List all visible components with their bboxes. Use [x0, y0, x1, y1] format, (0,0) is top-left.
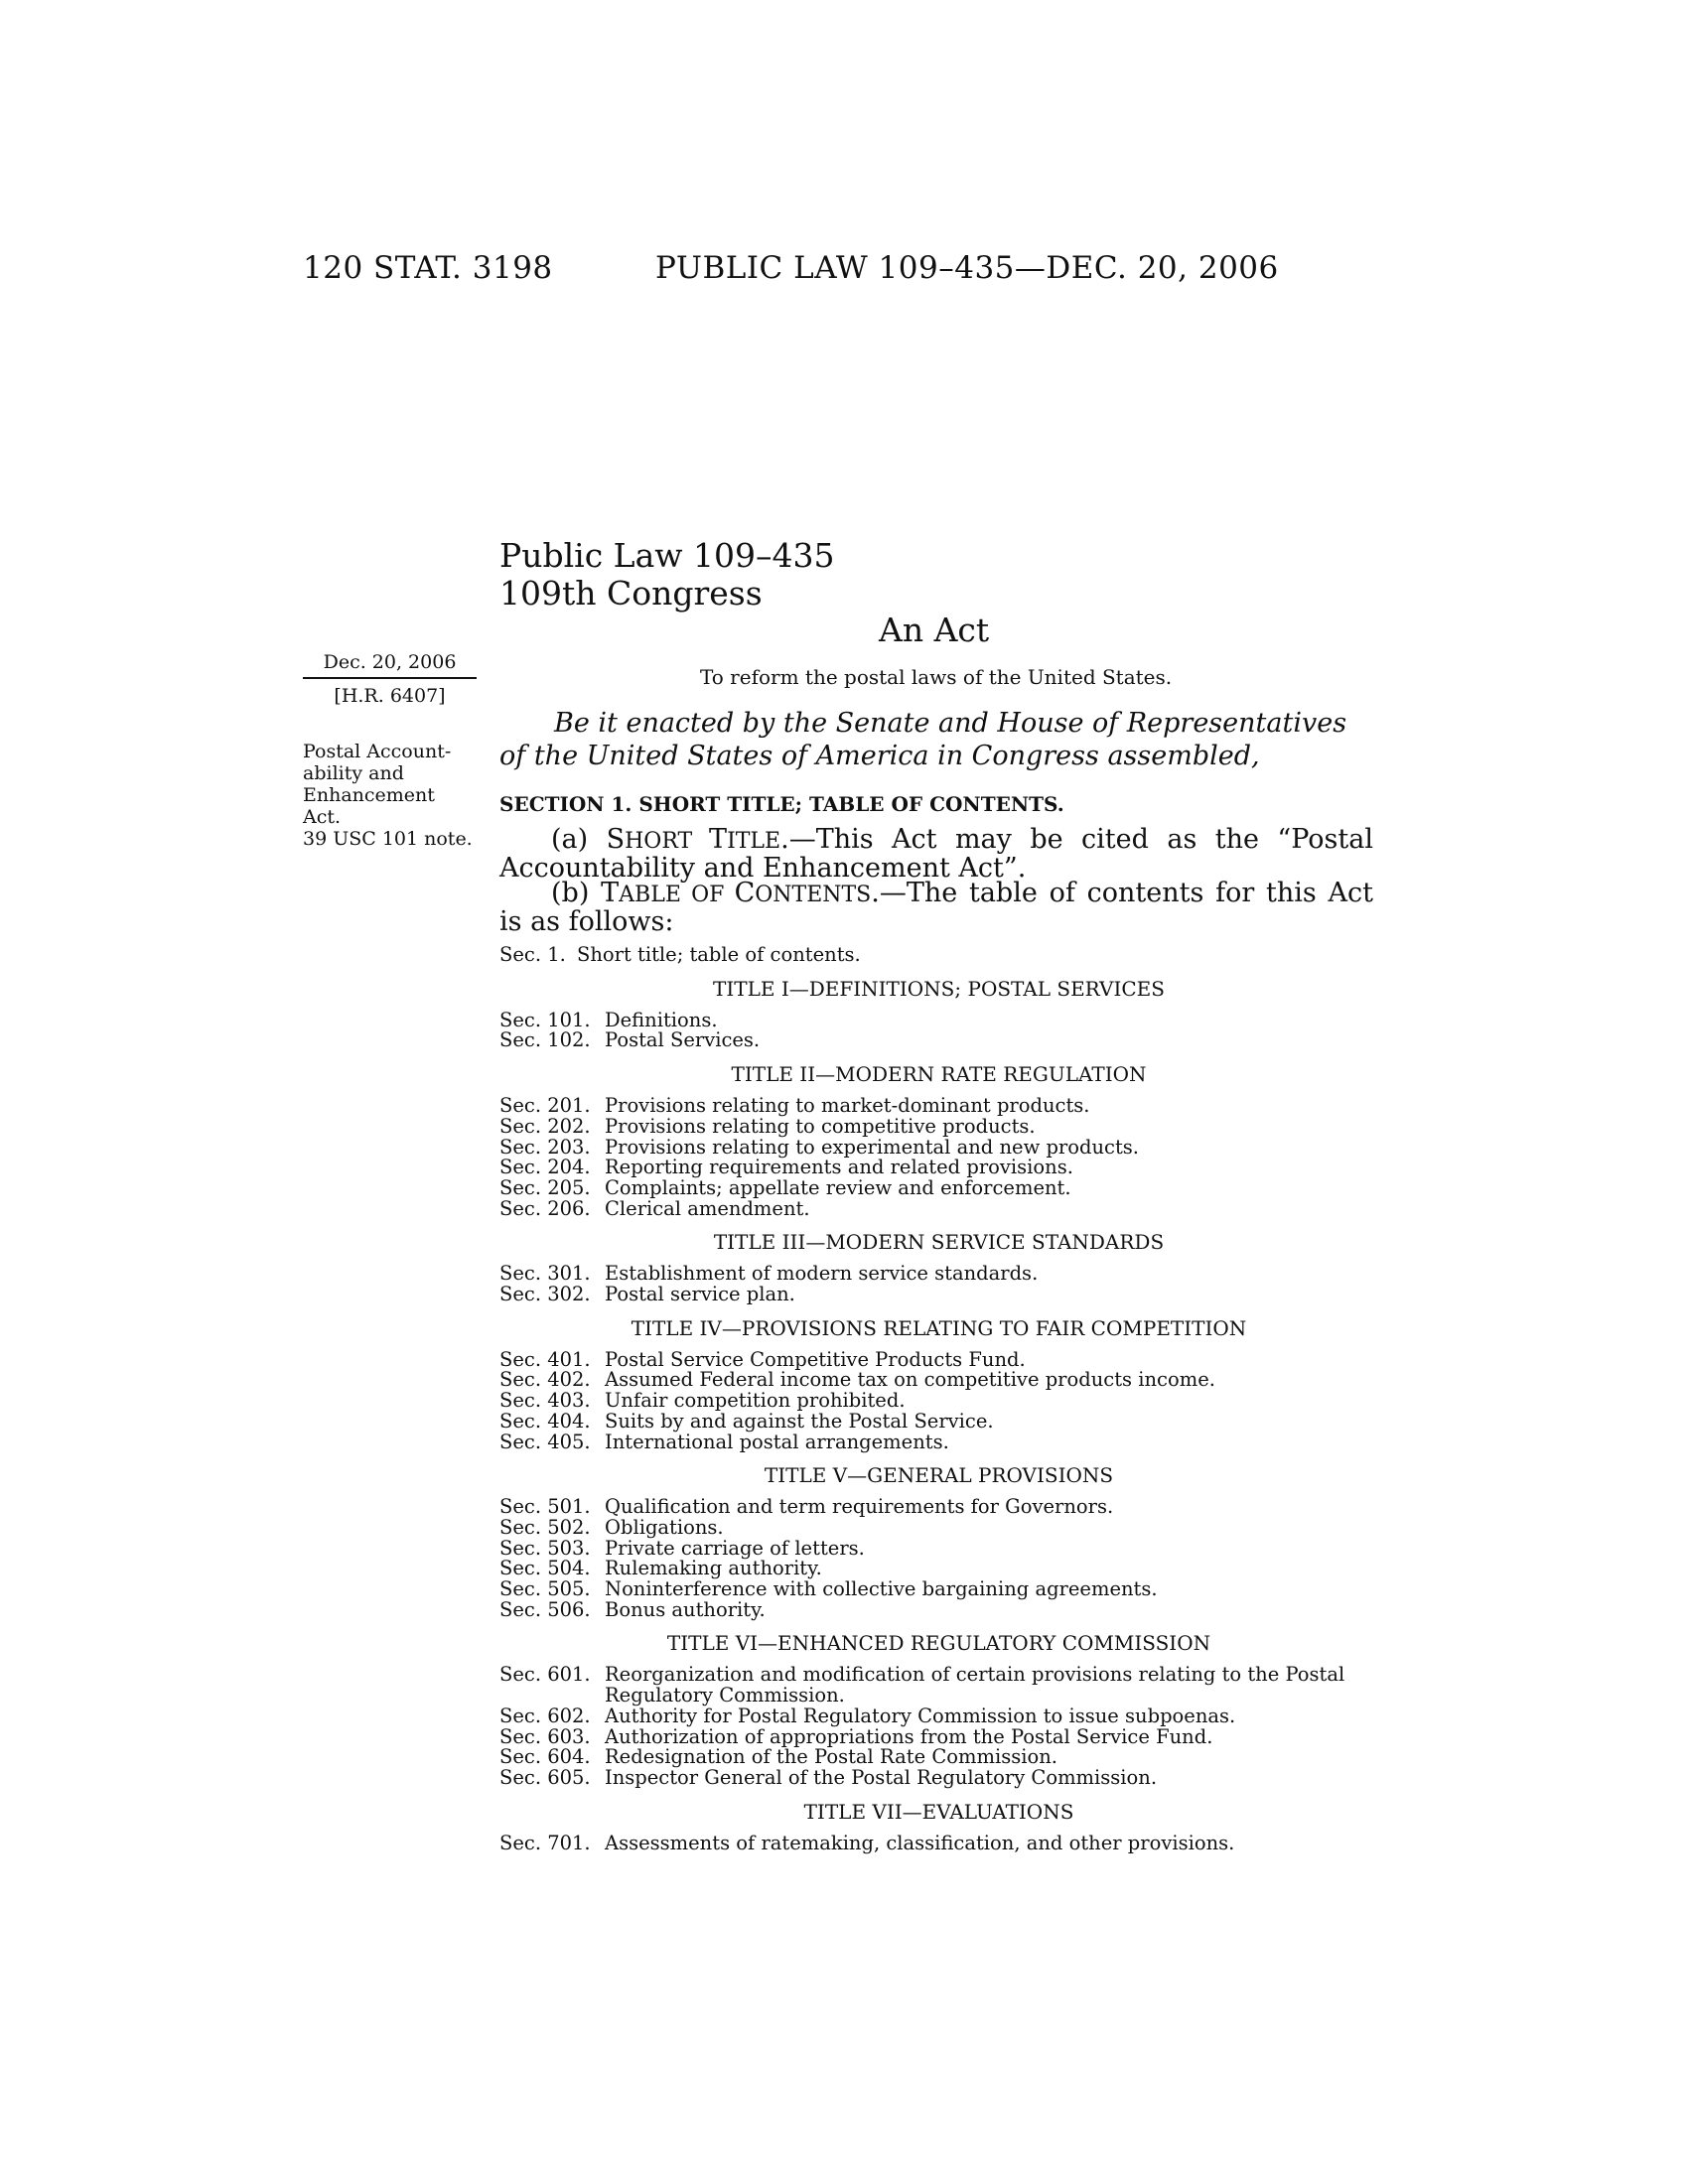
toc-section-title: Postal Services.: [605, 1028, 761, 1052]
toc-section-title: Provisions relating to market-dominant products.: [605, 1094, 1090, 1118]
toc-title-heading: TITLE V—GENERAL PROVISIONS: [764, 1463, 1114, 1488]
para-b-caps: T: [601, 878, 620, 908]
margin-short-title-line: Postal Account-: [303, 741, 452, 762]
section-heading: SECTION 1. SHORT TITLE; TABLE OF CONTENTS.: [499, 792, 1064, 816]
toc-section-title: Noninterference with collective bargaining agreements.: [605, 1577, 1158, 1601]
toc-section-title: Short title; table of contents.: [577, 943, 861, 966]
margin-divider: [303, 677, 477, 679]
toc-item: [499, 1665, 1378, 1706]
toc-title-items: [499, 1831, 1378, 1854]
margin-date: Dec. 20, 2006: [323, 651, 457, 673]
toc-section-number: Sec. 401.: [499, 1347, 591, 1371]
margin-bill-number: [H.R. 6407]: [334, 685, 446, 707]
toc-section-number: Sec. 1.: [499, 943, 566, 966]
toc-section-number: Sec. 601.: [499, 1663, 591, 1687]
toc-item: [499, 1497, 1378, 1518]
toc-section-title: Private carriage of letters.: [605, 1536, 865, 1560]
toc-section-number: Sec. 505.: [499, 1577, 591, 1601]
toc-section-number: Sec. 206.: [499, 1196, 591, 1220]
toc-item: [499, 1597, 1378, 1621]
toc-title-heading: TITLE VII—EVALUATIONS: [803, 1799, 1074, 1824]
margin-notes: [303, 651, 477, 850]
toc-section-title: Reorganization and modification of certain provisions relating to the Postal Regulatory Commission.: [605, 1663, 1345, 1707]
toc-item: [499, 1536, 1378, 1560]
toc-section-title: Provisions relating to competitive products.: [605, 1114, 1036, 1138]
toc-item: [499, 1391, 1378, 1412]
toc-item: [499, 1765, 1378, 1789]
toc-section-title: Qualification and term requirements for Governors.: [605, 1495, 1114, 1519]
toc-item: [499, 1409, 1378, 1433]
toc-item: [499, 1579, 1378, 1600]
toc-title-items: [499, 1347, 1378, 1453]
toc-section-title: Unfair competition prohibited.: [605, 1389, 906, 1413]
para-b-label: (b): [551, 878, 602, 908]
toc-item: [499, 1135, 1378, 1159]
margin-short-title: [303, 741, 477, 850]
toc-section-title: Reporting requirements and related provisions.: [605, 1156, 1073, 1179]
toc-item: [499, 1515, 1378, 1539]
toc-title-heading: TITLE IV—PROVISIONS RELATING TO FAIR COMPETITION: [631, 1315, 1247, 1340]
toc-section-number: Sec. 202.: [499, 1114, 591, 1138]
toc-item: [499, 1114, 1378, 1138]
toc-section-number: Sec. 603.: [499, 1724, 591, 1748]
para-b-smallcaps: ABLE OF: [619, 883, 735, 907]
para-a-smallcaps: HORT: [625, 829, 710, 854]
toc-item: [499, 1559, 1378, 1579]
toc-item: [499, 1158, 1378, 1178]
act-purpose: To reform the postal laws of the United States.: [700, 665, 1173, 689]
para-b-caps: C: [734, 878, 756, 908]
toc-section-number: Sec. 605.: [499, 1765, 591, 1789]
para-a-caps: S: [606, 824, 626, 855]
margin-short-title-line: Act.: [303, 806, 342, 828]
margin-short-title-line: ability and: [303, 762, 404, 784]
para-a-label: (a): [551, 824, 607, 855]
para-a-smallcaps: ITLE: [727, 829, 781, 854]
toc-section-title: Bonus authority.: [605, 1597, 766, 1621]
toc-item: [499, 1430, 1378, 1453]
toc-title-heading: TITLE II—MODERN RATE REGULATION: [731, 1062, 1147, 1087]
toc-item: [499, 1285, 1378, 1305]
toc-section-number: Sec. 405.: [499, 1430, 591, 1453]
toc-section-title: Provisions relating to experimental and new products.: [605, 1135, 1140, 1159]
toc-section-number: Sec. 502.: [499, 1515, 591, 1539]
toc-item: [499, 1370, 1378, 1391]
toc-section-number: Sec. 403.: [499, 1389, 591, 1413]
congress-number: 109th Congress: [499, 574, 763, 613]
toc-item: [499, 1347, 1378, 1371]
toc-section-number: Sec. 102.: [499, 1028, 591, 1052]
toc-section-title: Redesignation of the Postal Rate Commission.: [605, 1745, 1057, 1769]
toc-section-title: Postal Service Competitive Products Fund.: [605, 1347, 1026, 1371]
running-header: PUBLIC LAW 109–435—DEC. 20, 2006: [655, 250, 1279, 286]
para-a-text: .—This Act may be cited as the “Postal Accountability and Enhancement Act”.: [499, 824, 1373, 884]
paragraph-table-of-contents: [499, 880, 1373, 935]
toc-title-items: [499, 1497, 1378, 1620]
toc-section-title: Inspector General of the Postal Regulatory Commission.: [605, 1765, 1158, 1789]
toc-section-number: Sec. 404.: [499, 1409, 591, 1433]
toc-item: [499, 1264, 1378, 1285]
toc-item: [499, 945, 1378, 966]
toc-title-items: [499, 1008, 1378, 1052]
toc-section-title: Clerical amendment.: [605, 1196, 810, 1220]
toc-title-items: [499, 1264, 1378, 1304]
toc-section-number: Sec. 402.: [499, 1368, 591, 1392]
toc-section-number: Sec. 504.: [499, 1557, 591, 1580]
toc-section-title: Authorization of appropriations from the Postal Service Fund.: [605, 1724, 1213, 1748]
margin-short-title-line: Enhancement: [303, 784, 435, 806]
toc-item: [499, 1196, 1378, 1220]
toc-item: [499, 1008, 1378, 1031]
toc-item: [499, 1747, 1378, 1768]
toc-section-title: Authority for Postal Regulatory Commission to issue subpoenas.: [605, 1704, 1236, 1727]
toc-titles: [499, 977, 1378, 1854]
toc-section-number: Sec. 302.: [499, 1283, 591, 1306]
toc-section-title: Assessments of ratemaking, classification, and other provisions.: [605, 1831, 1235, 1854]
toc-section-title: Obligations.: [605, 1515, 724, 1539]
toc-section-number: Sec. 701.: [499, 1831, 591, 1854]
para-b-text: .—The table of contents for this Act is as follows:: [499, 878, 1374, 937]
toc-item: [499, 1724, 1378, 1748]
toc-item: [499, 1030, 1378, 1051]
toc-section-title: Definitions.: [605, 1008, 718, 1031]
act-heading: An Act: [879, 611, 990, 649]
toc-section-title: Postal service plan.: [605, 1283, 795, 1306]
table-of-contents: [499, 945, 1378, 1864]
toc-section-number: Sec. 205.: [499, 1175, 591, 1199]
toc-section-number: Sec. 201.: [499, 1094, 591, 1118]
public-law-number: Public Law 109–435: [499, 536, 835, 575]
toc-title-items: [499, 1096, 1378, 1219]
toc-section-number: Sec. 602.: [499, 1704, 591, 1727]
enacting-clause-text: Be it enacted by the Senate and House of Representatives of the United States of America in Congress assembled,: [499, 708, 1347, 771]
toc-item: [499, 1096, 1378, 1117]
page-stat-number: 120 STAT. 3198: [303, 250, 553, 286]
paragraph-short-title: [499, 826, 1373, 882]
toc-section-title: Complaints; appellate review and enforcement.: [605, 1175, 1071, 1199]
para-a-caps: T: [709, 824, 728, 855]
toc-section-title: Suits by and against the Postal Service.: [605, 1409, 994, 1433]
toc-section-title: Rulemaking authority.: [605, 1557, 822, 1580]
para-b-smallcaps: ONTENTS: [755, 883, 872, 907]
toc-section-title: International postal arrangements.: [605, 1430, 949, 1453]
toc-title-heading: TITLE I—DEFINITIONS; POSTAL SERVICES: [713, 976, 1165, 1001]
toc-section-number: Sec. 501.: [499, 1495, 591, 1519]
toc-item: [499, 1706, 1378, 1727]
toc-title-heading: TITLE VI—ENHANCED REGULATORY COMMISSION: [666, 1631, 1211, 1656]
toc-section-title: Assumed Federal income tax on competitive products income.: [605, 1368, 1215, 1392]
toc-section-title: Establishment of modern service standards.: [605, 1262, 1039, 1286]
toc-item: [499, 1831, 1378, 1854]
toc-section-number: Sec. 506.: [499, 1597, 591, 1621]
toc-title-items: [499, 1665, 1378, 1788]
toc-section-number: Sec. 604.: [499, 1745, 591, 1769]
toc-section-number: Sec. 503.: [499, 1536, 591, 1560]
enacting-clause: [499, 707, 1373, 772]
toc-section-number: Sec. 101.: [499, 1008, 591, 1031]
toc-section-number: Sec. 203.: [499, 1135, 591, 1159]
toc-item: [499, 1175, 1378, 1199]
toc-section-number: Sec. 301.: [499, 1262, 591, 1286]
toc-title-heading: TITLE III—MODERN SERVICE STANDARDS: [713, 1230, 1165, 1255]
toc-section-number: Sec. 204.: [499, 1156, 591, 1179]
margin-citation: 39 USC 101 note.: [303, 828, 473, 850]
